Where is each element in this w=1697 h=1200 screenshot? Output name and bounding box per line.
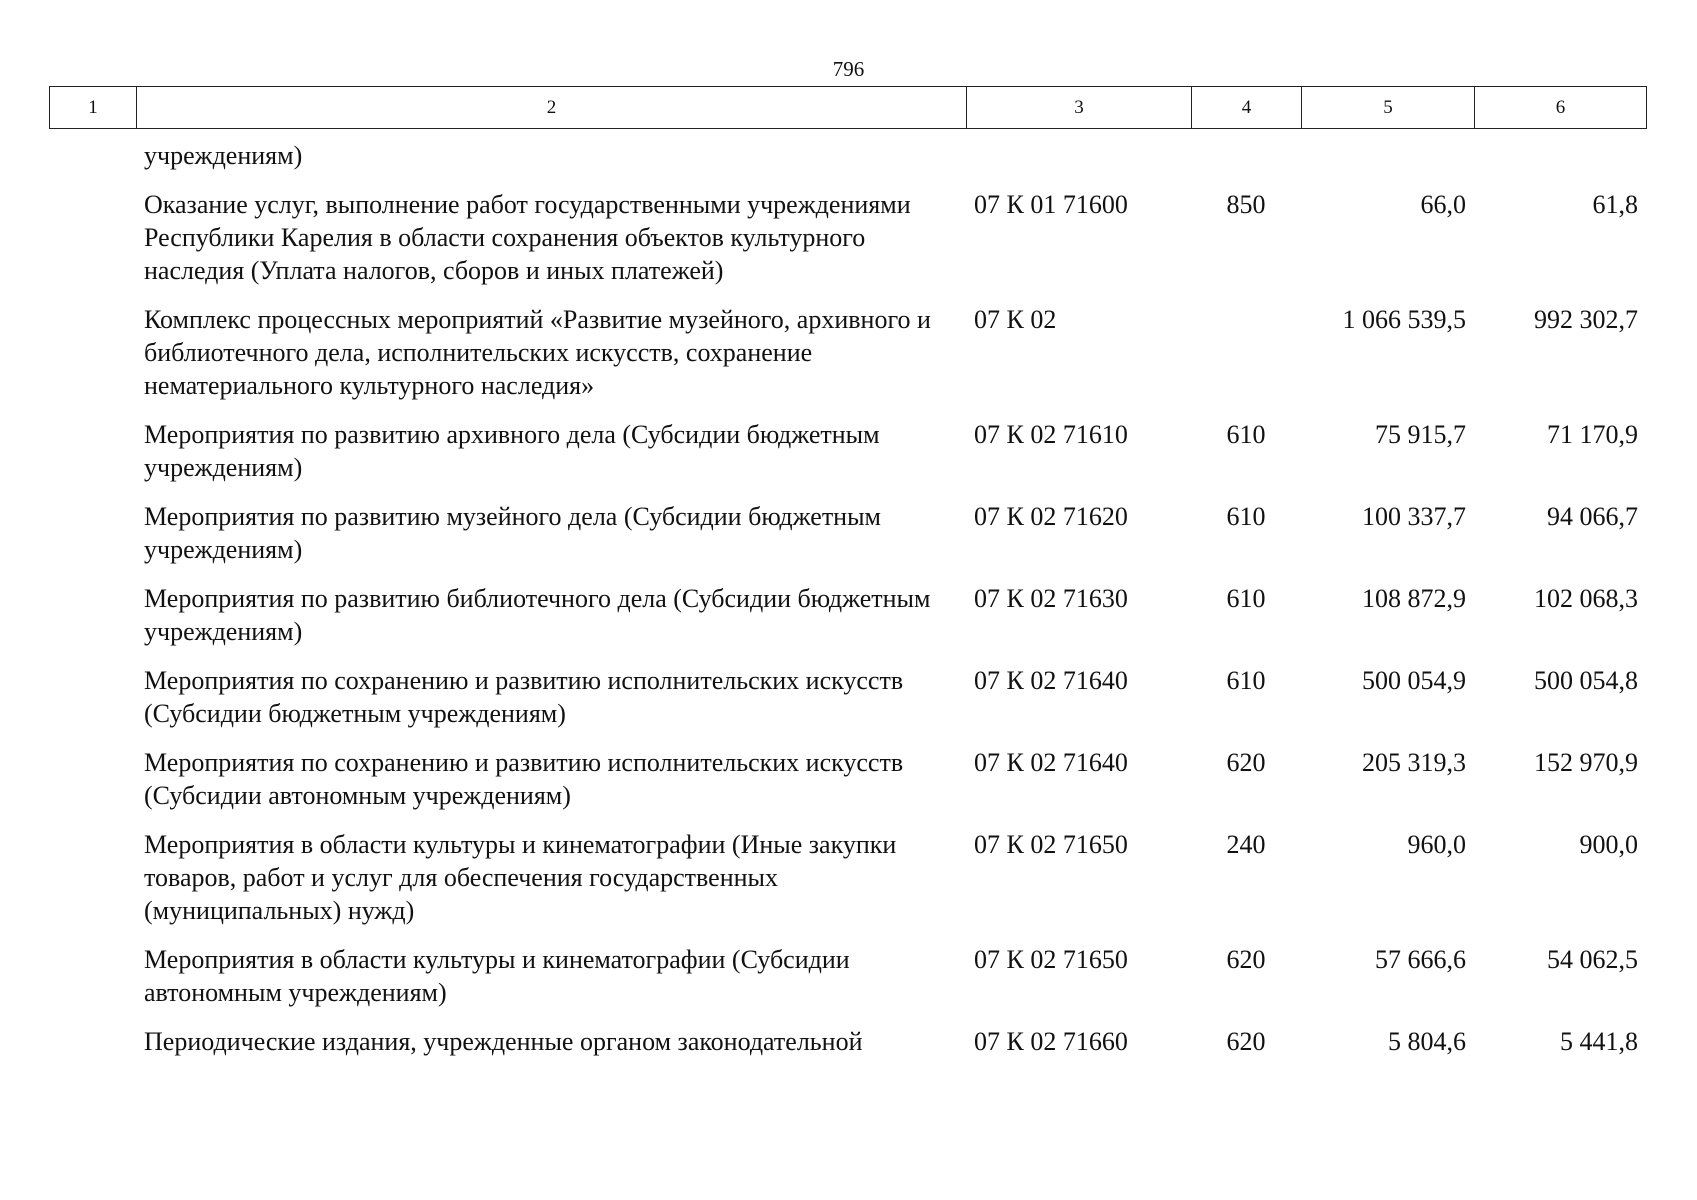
table-row [49, 172, 1646, 287]
row-value-col5: 108 872,9 [1362, 584, 1466, 613]
row-spacer [49, 648, 136, 730]
row-value-col5: 5 804,6 [1388, 1027, 1466, 1056]
row-value-col5: 57 666,6 [1375, 945, 1466, 974]
row-target-code: 07 К 02 71610 [974, 420, 1128, 449]
row-spacer [49, 287, 136, 402]
column-header-3: 3 [967, 87, 1192, 129]
row-description: учреждениям) [144, 141, 303, 170]
row-value-col6: 152 970,9 [1534, 748, 1638, 777]
row-target-code: 07 К 02 71620 [974, 502, 1128, 531]
table-row [49, 927, 1646, 1009]
column-header-5: 5 [1302, 87, 1475, 129]
row-spacer [49, 812, 136, 927]
row-spacer [49, 402, 136, 484]
table-row [49, 129, 1646, 172]
column-header-2: 2 [137, 87, 967, 129]
row-value-col5: 1 066 539,5 [1342, 305, 1466, 334]
row-spacer [49, 1009, 136, 1058]
row-spacer [49, 172, 136, 287]
page-number: 796 [832, 57, 865, 81]
table-row [49, 287, 1646, 402]
row-value-col6: 992 302,7 [1534, 305, 1638, 334]
row-value-col6: 102 068,3 [1534, 584, 1638, 613]
row-value-col6 [1474, 129, 1646, 172]
row-description: Мероприятия в области культуры и кинематографии (Иные закупки товаров, работ и услуг для обеспечения государственных (муниципальных) нужд) [144, 830, 897, 925]
row-value-col6: 54 062,5 [1547, 945, 1638, 974]
row-expense-type: 610 [1226, 502, 1266, 531]
row-description: Мероприятия по сохранению и развитию исполнительских искусств (Субсидии автономным учреждениям) [144, 748, 904, 810]
row-expense-type: 620 [1226, 748, 1266, 777]
row-target-code: 07 К 02 71640 [974, 666, 1128, 695]
row-expense-type: 610 [1226, 666, 1266, 695]
row-description: Мероприятия по развитию архивного дела (Субсидии бюджетным учреждениям) [144, 420, 880, 482]
row-value-col6: 500 054,8 [1534, 666, 1638, 695]
row-target-code: 07 К 02 [974, 305, 1057, 334]
row-target-code [966, 129, 1191, 172]
table-row [49, 402, 1646, 484]
row-value-col6: 900,0 [1579, 830, 1638, 859]
row-value-col6: 71 170,9 [1547, 420, 1638, 449]
column-header-row [50, 87, 1647, 129]
column-header-6: 6 [1475, 87, 1647, 129]
row-expense-type: 850 [1226, 190, 1266, 219]
table-row [49, 484, 1646, 566]
row-target-code: 07 К 02 71660 [974, 1027, 1128, 1056]
row-value-col6: 61,8 [1592, 190, 1638, 219]
row-target-code: 07 К 02 71640 [974, 748, 1128, 777]
row-description: Мероприятия по развитию музейного дела (Субсидии бюджетным учреждениям) [144, 502, 882, 564]
table-row [49, 812, 1646, 927]
column-header-4: 4 [1192, 87, 1302, 129]
row-spacer [49, 927, 136, 1009]
table-row [49, 1009, 1646, 1058]
row-target-code: 07 К 01 71600 [974, 190, 1128, 219]
row-expense-type: 610 [1226, 420, 1266, 449]
row-value-col6: 5 441,8 [1560, 1027, 1638, 1056]
row-value-col5: 205 319,3 [1362, 748, 1466, 777]
row-expense-type: 610 [1226, 584, 1266, 613]
row-value-col5: 960,0 [1407, 830, 1466, 859]
row-description: Периодические издания, учрежденные органом законодательной [144, 1027, 863, 1056]
row-value-col5: 100 337,7 [1362, 502, 1466, 531]
row-description: Оказание услуг, выполнение работ государственными учреждениями Республики Карелия в области сохранения объектов культурного наследия (Уплата налогов, сборов и иных платежей) [144, 190, 911, 285]
row-description: Комплекс процессных мероприятий «Развитие музейного, архивного и библиотечного дела, исполнительских искусств, сохранение нематериального культурного наследия» [144, 305, 931, 400]
row-expense-type: 240 [1226, 830, 1266, 859]
row-spacer [49, 129, 136, 172]
row-spacer [49, 484, 136, 566]
budget-table [49, 129, 1646, 1058]
row-expense-type [1191, 287, 1301, 402]
row-spacer [49, 730, 136, 812]
table-row [49, 730, 1646, 812]
row-expense-type: 620 [1226, 1027, 1266, 1056]
row-spacer [49, 566, 136, 648]
row-value-col6: 94 066,7 [1547, 502, 1638, 531]
table-row [49, 566, 1646, 648]
row-expense-type [1191, 129, 1301, 172]
row-expense-type: 620 [1226, 945, 1266, 974]
column-header-table [49, 86, 1647, 129]
row-description: Мероприятия по развитию библиотечного дела (Субсидии бюджетным учреждениям) [144, 584, 931, 646]
row-value-col5 [1301, 129, 1474, 172]
table-row [49, 648, 1646, 730]
row-target-code: 07 К 02 71650 [974, 945, 1128, 974]
row-value-col5: 500 054,9 [1362, 666, 1466, 695]
row-description: Мероприятия в области культуры и кинематографии (Субсидии автономным учреждениям) [144, 945, 850, 1007]
row-value-col5: 66,0 [1420, 190, 1466, 219]
row-description: Мероприятия по сохранению и развитию исполнительских искусств (Субсидии бюджетным учреждениям) [144, 666, 904, 728]
column-header-1: 1 [50, 87, 137, 129]
row-target-code: 07 К 02 71650 [974, 830, 1128, 859]
row-target-code: 07 К 02 71630 [974, 584, 1128, 613]
row-value-col5: 75 915,7 [1375, 420, 1466, 449]
